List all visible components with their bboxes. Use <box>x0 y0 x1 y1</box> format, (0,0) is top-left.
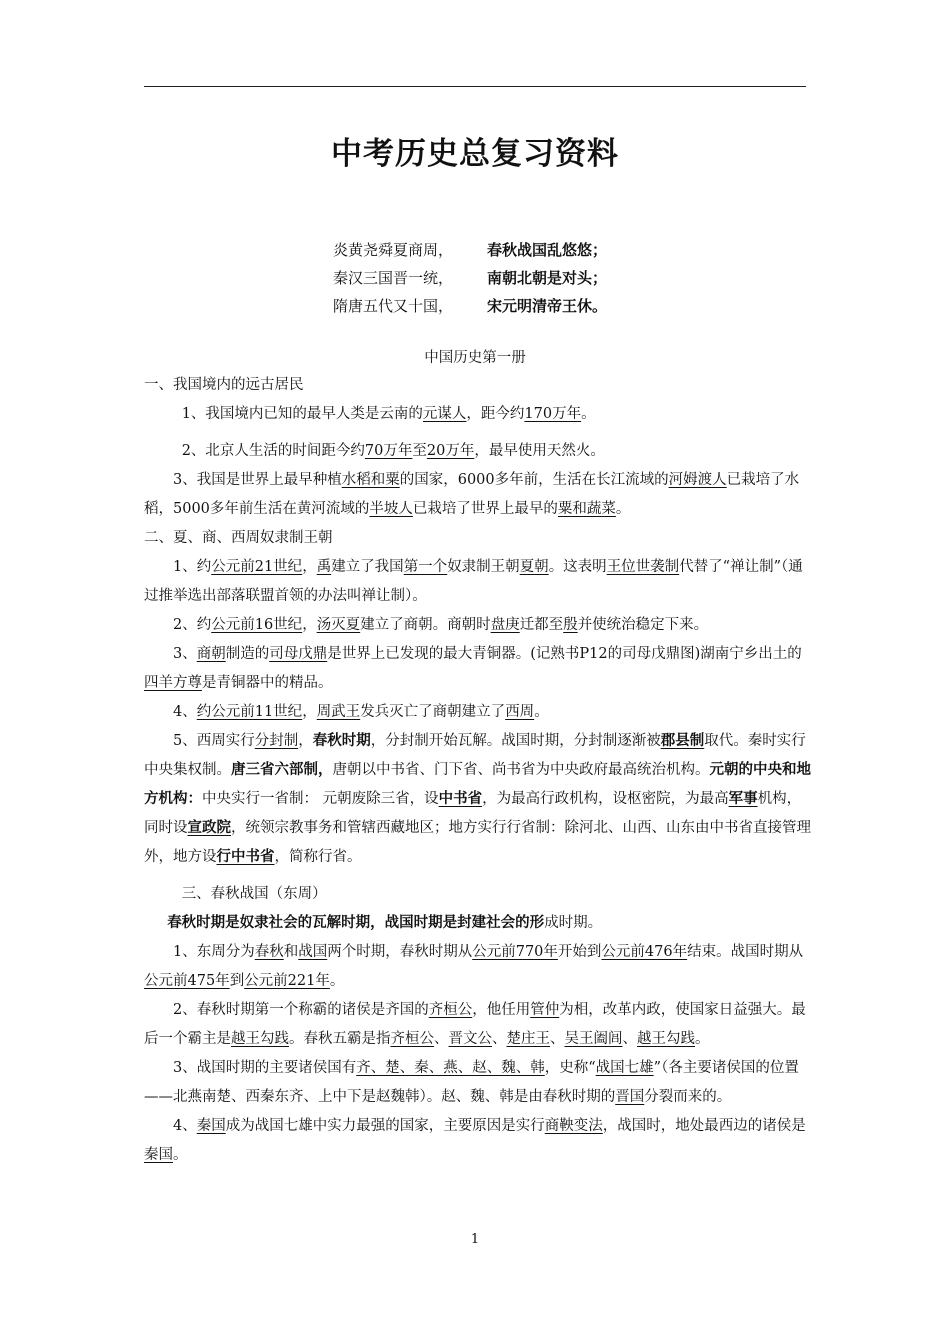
paragraph: 4、约公元前11世纪，周武王发兵灭亡了商朝建立了西周。 <box>173 704 549 720</box>
book-heading: 中国历史第一册 <box>424 350 526 366</box>
poem-line: 隋唐五代又十国， 宋元明清帝王休。 <box>333 297 608 315</box>
document-body <box>144 371 812 1170</box>
paragraph: 2、约公元前16世纪，汤灭夏建立了商朝。商朝时盘庚迁都至殷并使统治稳定下来。 <box>173 617 709 633</box>
paragraph: 3、商朝制造的司母戊鼎是世界上已发现的最大青铜器。(记熟书P12的司母戊鼎图)湖南宁乡出土的四羊方尊是青铜器中的精品。 <box>144 646 802 691</box>
paragraph: 1、我国境内已知的最早人类是云南的元谋人，距今约170万年。 <box>181 406 596 422</box>
paragraph: 2、北京人生活的时间距今约70万年至20万年，最早使用天然火。 <box>181 443 605 459</box>
paragraph: 3、战国时期的主要诸侯国有齐、楚、秦、燕、赵、魏、韩，史称“战国七雄”（各主要诸侯国的位置——北燕南楚、西秦东齐、上中下是赵魏韩）。赵、魏、韩是由春秋时期的晋国分裂而来的。 <box>144 1060 799 1105</box>
section-heading: 三、春秋战国（东周） <box>181 886 327 902</box>
dynasty-poem <box>0 236 950 320</box>
paragraph: 1、东周分为春秋和战国两个时期，春秋时期从公元前770年开始到公元前476年结束。战国时期从公元前475年到公元前221年。 <box>144 944 804 989</box>
paragraph: 1、约公元前21世纪，禹建立了我国第一个奴隶制王朝夏朝。这表明王位世袭制代替了“禅让制”（通过推举选出部落联盟首领的办法叫禅让制）。 <box>144 559 803 604</box>
lead-paragraph: 春秋时期是奴隶社会的瓦解时期，战国时期是封建社会的形成时期。 <box>167 915 603 931</box>
section-heading: 二、夏、商、西周奴隶制王朝 <box>144 530 333 546</box>
page-title: 中考历史总复习资料 <box>331 136 619 172</box>
poem-line: 炎黄尧舜夏商周， 春秋战国乱悠悠； <box>333 241 608 259</box>
paragraph: 3、我国是世界上最早种植水稻和粟的国家，6000多年前，生活在长江流域的河姆渡人已栽培了水稻，5000多年前生活在黄河流域的半坡人已栽培了世界上最早的粟和蔬菜。 <box>144 472 800 517</box>
poem-line: 秦汉三国晋一统， 南朝北朝是对头； <box>333 269 608 287</box>
page-number: 1 <box>470 1232 480 1247</box>
paragraph: 2、春秋时期第一个称霸的诸侯是齐国的齐桓公，他任用管仲为相，改革内政，使国家日益强大。最后一个霸主是越王勾践。春秋五霸是指齐桓公、晋文公、楚庄王、吴王阖闾、越王勾践。 <box>144 1002 806 1047</box>
paragraph: 4、秦国成为战国七雄中实力最强的国家，主要原因是实行商鞅变法，战国时，地处最西边的诸侯是秦国。 <box>144 1118 806 1163</box>
section-heading: 一、我国境内的远古居民 <box>144 377 304 393</box>
paragraph: 5、西周实行分封制，春秋时期，分封制开始瓦解。战国时期，分封制逐渐被郡县制取代。秦时实行中央集权制。唐三省六部制，唐朝以中书省、门下省、尚书省为中央政府最高统治机构。元朝的中央和地方机构：中央实行一省制： 元朝废除三省，设中书省，为最高行政机构，设枢密院，为最高军事机构，同时设宣政院，统领宗教事务和管辖西藏地区；地方实行行省制：除河北、山西、山东由中书省直接管理外，地方设行中书省，简称行省。 <box>144 733 811 865</box>
header-rule <box>144 86 806 87</box>
